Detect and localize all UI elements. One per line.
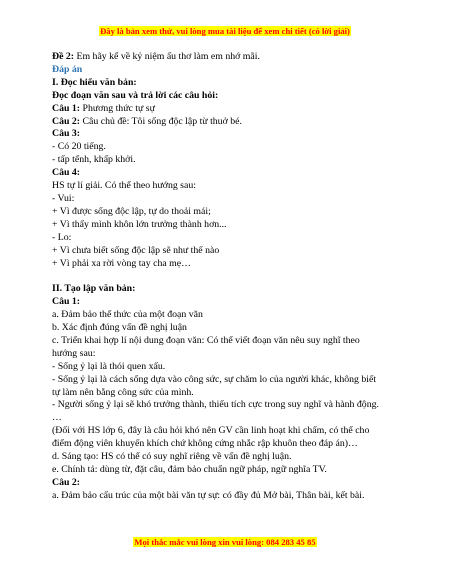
cau-1-text: Phương thức tự sự	[80, 102, 155, 114]
de2-label: Đề 2:	[52, 51, 75, 62]
cau-1-label: Câu 1:	[52, 102, 81, 114]
cau-4-line-2: - Vui:	[52, 192, 75, 204]
s2-line-d: d. Sáng tạo: HS có thể có suy nghĩ riêng về vấn đề nghị luận.	[52, 451, 292, 463]
section-2-heading: II. Tạo lập văn bản:	[52, 283, 136, 295]
s2-line-a: a. Đảm bảo thể thức của một đoạn văn	[52, 309, 203, 321]
s2-cau-1-label: Câu 1:	[52, 296, 81, 308]
s2-dash-2-a: - Sống ỷ lại là cách sống dựa vào công sức, sự chăm lo của người khác, không biết	[52, 373, 377, 385]
contact-text: Mọi thắc mắc vui lòng xin vui lòng: 084 283 45 85	[134, 537, 316, 547]
section-spacer	[52, 270, 412, 283]
cau-3-label: Câu 3:	[52, 128, 81, 140]
preview-notice-banner	[0, 26, 450, 37]
s2-ellipsis: …	[52, 412, 62, 424]
cau-4-line-4: + Vì thấy mình khôn lớn trưởng thành hơn...	[52, 218, 227, 230]
cau-4-line-6: + Vì chưa biết sống độc lập sẽ như thế nào	[52, 244, 220, 256]
s2-line-c-2: hướng sau:	[52, 347, 96, 359]
s2-line-c-1: c. Triển khai hợp lí nội dung đoạn văn: Có thể viết đoạn văn nêu suy nghĩ theo	[52, 334, 360, 346]
cau-4-label: Câu 4:	[52, 167, 81, 179]
s2-dash-1: - Sống ỷ lại là thói quen xấu.	[52, 360, 166, 372]
cau-4-line-3: + Vì được sống độc lập, tự do thoải mái;	[52, 205, 211, 217]
answer-key-heading: Đáp án	[52, 63, 83, 75]
question-de2	[52, 51, 412, 64]
de2-text: Em hãy kể về kỷ niệm ấu thơ làm em nhớ mãi.	[74, 51, 260, 62]
preview-notice-text: Đây là bản xem thử, vui lòng mua tài liệu để xem chi tiết (có lời giải)	[100, 26, 350, 36]
grading-note-1: (Đối với HS lớp 6, đây là câu hỏi khó nên GV cần linh hoạt khi chấm, có thể cho	[52, 425, 370, 437]
cau-3-line-2: - tấp tểnh, khấp khởi.	[52, 154, 136, 166]
cau-4-line-5: - Lo:	[52, 231, 72, 243]
s2-cau-2-line-a: a. Đảm bảo cấu trúc của một bài văn tự sự: có đầy đủ Mở bài, Thân bài, kết bài.	[52, 489, 365, 501]
s2-cau-2-label: Câu 2:	[52, 476, 81, 488]
cau-3-line-1: - Có 20 tiếng.	[52, 141, 106, 153]
grading-note-2: điểm động viên khuyến khích chứ không cứng nhắc rập khuôn theo đáp án)…	[52, 438, 358, 450]
section-1-instruction: Đọc đoạn văn sau và trả lời các câu hỏi:	[52, 89, 219, 101]
s2-line-b: b. Xác định đúng vấn đề nghị luận	[52, 322, 187, 334]
s2-dash-2-b: tự làm nên bằng công sức của mình.	[52, 386, 194, 398]
cau-4-line-7: + Vì phải xa rời vòng tay cha mẹ…	[52, 257, 191, 269]
cau-2-label: Câu 2:	[52, 115, 81, 127]
cau-4-line-1: HS tự lí giải. Có thể theo hướng sau:	[52, 180, 196, 192]
s2-dash-3: - Người sống ỷ lại sẽ khó trưởng thành, thiếu tích cực trong suy nghĩ và hành động.	[52, 399, 379, 411]
document-body	[52, 51, 412, 503]
cau-2-text: Câu chủ đề: Tôi sống độc lập từ thuở bé.	[80, 115, 242, 127]
cau-1-answer	[52, 103, 412, 116]
cau-2-answer	[52, 116, 412, 129]
contact-banner	[0, 537, 450, 548]
s2-line-e: e. Chính tả: dùng từ, đặt câu, đảm bảo chuẩn ngữ pháp, ngữ nghĩa TV.	[52, 463, 327, 475]
section-1-heading: I. Đọc hiểu văn bản:	[52, 76, 137, 88]
